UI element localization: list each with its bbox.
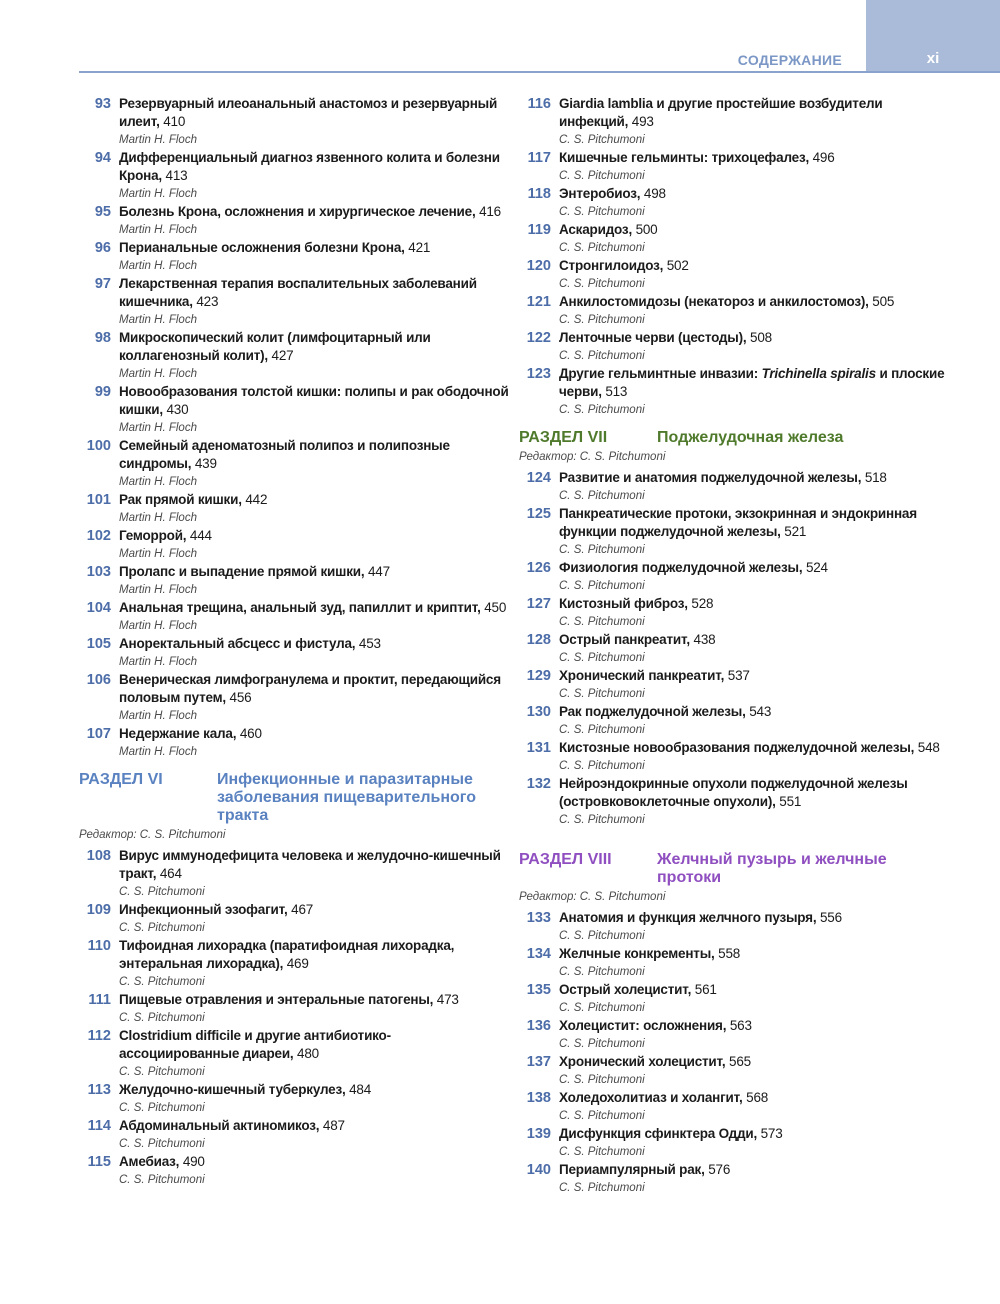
chapter-number: 122 bbox=[526, 330, 551, 346]
page-ref: 464 bbox=[159, 866, 182, 881]
chapter-title: Панкреатические протоки, экзокринная и эндокринная функции поджелудочной железы, 521 bbox=[559, 506, 917, 539]
chapter-number: 138 bbox=[526, 1090, 551, 1106]
page-ref: 430 bbox=[166, 402, 189, 417]
page-ref: 558 bbox=[718, 946, 741, 961]
section-viii-heading bbox=[519, 851, 949, 905]
page-ref: 551 bbox=[779, 794, 802, 809]
chapter-author: Martin H. Floch bbox=[119, 710, 197, 722]
chapter-list bbox=[79, 95, 509, 761]
chapter-entry[interactable] bbox=[79, 203, 509, 239]
chapter-number: 97 bbox=[94, 276, 111, 292]
chapter-entry[interactable] bbox=[519, 95, 949, 149]
chapter-title: Холедохолитиаз и холангит, 568 bbox=[559, 1090, 769, 1105]
chapter-entry[interactable] bbox=[79, 527, 509, 563]
chapter-author: C. S. Pitchumoni bbox=[119, 1012, 205, 1024]
page-ref: 502 bbox=[666, 258, 689, 273]
chapter-title: Хронический холецистит, 565 bbox=[559, 1054, 751, 1069]
chapter-author: Martin H. Floch bbox=[119, 512, 197, 524]
page-ref: 508 bbox=[750, 330, 772, 345]
chapter-entry[interactable] bbox=[79, 937, 509, 991]
page-ref: 528 bbox=[691, 596, 714, 611]
chapter-author: C. S. Pitchumoni bbox=[119, 922, 205, 934]
page-ref: 556 bbox=[819, 910, 842, 925]
page-ref: 410 bbox=[163, 114, 186, 129]
chapter-title: Энтеробиоз, 498 bbox=[559, 186, 666, 201]
chapter-entry[interactable] bbox=[79, 239, 509, 275]
chapter-number: 126 bbox=[526, 560, 551, 576]
chapter-entry[interactable] bbox=[519, 365, 949, 419]
chapter-number: 134 bbox=[526, 946, 551, 962]
chapter-number: 111 bbox=[88, 992, 111, 1008]
page-ref: 416 bbox=[479, 204, 501, 219]
chapter-entry[interactable] bbox=[519, 1017, 949, 1053]
chapter-title: Желчные конкременты, 558 bbox=[559, 946, 741, 961]
chapter-author: C. S. Pitchumoni bbox=[559, 206, 645, 218]
chapter-author: C. S. Pitchumoni bbox=[559, 760, 645, 772]
chapter-entry[interactable] bbox=[519, 909, 949, 945]
chapter-author: Martin H. Floch bbox=[119, 368, 197, 380]
page-ref: 480 bbox=[297, 1046, 319, 1061]
chapter-title: Дифференциальный диагноз язвенного колита и болезни Крона, 413 bbox=[119, 150, 500, 183]
chapter-title: Стронгилоидоз, 502 bbox=[559, 258, 689, 273]
chapter-author: C. S. Pitchumoni bbox=[559, 134, 645, 146]
chapter-entry[interactable] bbox=[79, 901, 509, 937]
chapter-entry[interactable] bbox=[519, 469, 949, 505]
section-editor: Редактор: C. S. Pitchumoni bbox=[519, 451, 666, 463]
page-ref: 524 bbox=[805, 560, 828, 575]
header-rule bbox=[79, 71, 1000, 73]
chapter-entry[interactable] bbox=[519, 981, 949, 1017]
right-column bbox=[519, 95, 949, 1197]
chapter-entry[interactable] bbox=[519, 945, 949, 981]
chapter-number: 116 bbox=[527, 96, 551, 112]
page-ref: 543 bbox=[749, 704, 772, 719]
chapter-number: 96 bbox=[94, 240, 111, 256]
chapter-title: Аноректальный абсцесс и фистула, 453 bbox=[119, 636, 381, 651]
chapter-entry[interactable] bbox=[519, 185, 949, 221]
chapter-number: 103 bbox=[86, 564, 111, 580]
chapter-entry[interactable] bbox=[79, 329, 509, 383]
chapter-title: Clostridium difficile и другие антибиотико-ассоциированные диареи, 480 bbox=[119, 1028, 391, 1061]
chapter-author: Martin H. Floch bbox=[119, 134, 197, 146]
chapter-title: Амебиаз, 490 bbox=[119, 1154, 205, 1169]
chapter-entry[interactable] bbox=[519, 775, 949, 829]
chapter-number: 94 bbox=[94, 150, 111, 166]
chapter-number: 99 bbox=[94, 384, 111, 400]
chapter-entry[interactable] bbox=[519, 595, 949, 631]
section-title: Поджелудочная железа bbox=[657, 429, 844, 446]
chapter-number: 128 bbox=[526, 632, 551, 648]
chapter-author: C. S. Pitchumoni bbox=[559, 688, 645, 700]
chapter-title: Анатомия и функция желчного пузыря, 556 bbox=[559, 910, 842, 925]
chapter-title: Вирус иммунодефицита человека и желудочно-кишечный тракт, 464 bbox=[119, 848, 501, 881]
chapter-author: Martin H. Floch bbox=[119, 422, 197, 434]
chapter-author: C. S. Pitchumoni bbox=[119, 1138, 205, 1150]
chapter-author: C. S. Pitchumoni bbox=[559, 278, 645, 290]
page-ref: 421 bbox=[408, 240, 431, 255]
chapter-title: Другие гельминтные инвазии: Trichinella spiralis и плоские черви, 513 bbox=[559, 366, 945, 399]
chapter-title: Болезнь Крона, осложнения и хирургическое лечение, 416 bbox=[119, 204, 501, 219]
chapter-number: 104 bbox=[86, 600, 111, 616]
chapter-title: Холецистит: осложнения, 563 bbox=[559, 1018, 752, 1033]
chapter-number: 107 bbox=[86, 726, 111, 742]
page-ref: 500 bbox=[635, 222, 658, 237]
chapter-author: C. S. Pitchumoni bbox=[559, 1110, 645, 1122]
chapter-number: 114 bbox=[87, 1118, 111, 1134]
chapter-number: 130 bbox=[526, 704, 551, 720]
chapter-title: Кистозный фиброз, 528 bbox=[559, 596, 714, 611]
page-ref: 561 bbox=[694, 982, 717, 997]
page-ref: 447 bbox=[367, 564, 390, 579]
chapter-list bbox=[79, 847, 509, 1189]
page-ref: 493 bbox=[631, 114, 654, 129]
chapter-title: Рак поджелудочной железы, 543 bbox=[559, 704, 772, 719]
chapter-entry[interactable] bbox=[519, 739, 949, 775]
chapter-title: Новообразования толстой кишки: полипы и рак ободочной кишки, 430 bbox=[119, 384, 509, 417]
chapter-number: 109 bbox=[86, 902, 111, 918]
chapter-entry[interactable] bbox=[519, 221, 949, 257]
chapter-title: Кишечные гельминты: трихоцефалез, 496 bbox=[559, 150, 835, 165]
chapter-number: 112 bbox=[87, 1028, 111, 1044]
chapter-number: 121 bbox=[526, 294, 551, 310]
chapter-entry[interactable] bbox=[79, 437, 509, 491]
chapter-author: Martin H. Floch bbox=[119, 656, 197, 668]
page-ref: 438 bbox=[693, 632, 716, 647]
page-ref: 473 bbox=[436, 992, 459, 1007]
chapter-author: C. S. Pitchumoni bbox=[559, 652, 645, 664]
section-label: РАЗДЕЛ VIII bbox=[519, 851, 612, 868]
page-ref: 573 bbox=[760, 1126, 783, 1141]
chapter-entry[interactable] bbox=[519, 257, 949, 293]
chapter-number: 93 bbox=[94, 96, 111, 112]
chapter-title: Ленточные черви (цестоды), 508 bbox=[559, 330, 772, 345]
chapter-author: Martin H. Floch bbox=[119, 584, 197, 596]
chapter-list bbox=[519, 469, 949, 829]
chapter-title: Анкилостомидозы (некатороз и анкилостомоз), 505 bbox=[559, 294, 895, 309]
page-ref: 467 bbox=[291, 902, 314, 917]
left-column bbox=[79, 95, 509, 1189]
page-ref: 442 bbox=[245, 492, 268, 507]
chapter-title: Недержание кала, 460 bbox=[119, 726, 262, 741]
chapter-number: 137 bbox=[526, 1054, 551, 1070]
page-ref: 505 bbox=[872, 294, 895, 309]
chapter-author: Martin H. Floch bbox=[119, 224, 197, 236]
chapter-number: 129 bbox=[526, 668, 551, 684]
chapter-title: Периампулярный рак, 576 bbox=[559, 1162, 731, 1177]
chapter-author: C. S. Pitchumoni bbox=[559, 1182, 645, 1194]
chapter-author: Martin H. Floch bbox=[119, 476, 197, 488]
page-ref: 484 bbox=[349, 1082, 372, 1097]
page-ref: 456 bbox=[229, 690, 252, 705]
chapter-entry[interactable] bbox=[79, 991, 509, 1027]
chapter-entry[interactable] bbox=[79, 725, 509, 761]
chapter-author: C. S. Pitchumoni bbox=[559, 242, 645, 254]
page-ref: 513 bbox=[605, 384, 628, 399]
chapter-number: 110 bbox=[87, 938, 111, 954]
chapter-entry[interactable] bbox=[79, 149, 509, 203]
chapter-author: C. S. Pitchumoni bbox=[559, 1002, 645, 1014]
chapter-title: Развитие и анатомия поджелудочной железы, 518 bbox=[559, 470, 887, 485]
chapter-number: 119 bbox=[527, 222, 551, 238]
chapter-title: Giardia lamblia и другие простейшие возбудители инфекций, 493 bbox=[559, 96, 883, 129]
chapter-title: Хронический панкреатит, 537 bbox=[559, 668, 750, 683]
chapter-number: 98 bbox=[94, 330, 111, 346]
chapter-author: Martin H. Floch bbox=[119, 314, 197, 326]
chapter-author: C. S. Pitchumoni bbox=[559, 350, 645, 362]
chapter-entry[interactable] bbox=[79, 95, 509, 149]
page-ref: 439 bbox=[194, 456, 217, 471]
chapter-title: Физиология поджелудочной железы, 524 bbox=[559, 560, 828, 575]
page-ref: 427 bbox=[271, 348, 294, 363]
chapter-entry[interactable] bbox=[79, 671, 509, 725]
page-ref: 521 bbox=[784, 524, 807, 539]
chapter-author: Martin H. Floch bbox=[119, 260, 197, 272]
chapter-number: 135 bbox=[526, 982, 551, 998]
chapter-title: Инфекционный эзофагит, 467 bbox=[119, 902, 314, 917]
chapter-number: 131 bbox=[526, 740, 551, 756]
chapter-entry[interactable] bbox=[79, 275, 509, 329]
page-ref: 498 bbox=[643, 186, 666, 201]
chapter-author: C. S. Pitchumoni bbox=[559, 616, 645, 628]
chapter-author: Martin H. Floch bbox=[119, 188, 197, 200]
page-ref: 469 bbox=[286, 956, 309, 971]
chapter-author: C. S. Pitchumoni bbox=[119, 886, 205, 898]
chapter-author: C. S. Pitchumoni bbox=[559, 1074, 645, 1086]
chapter-number: 120 bbox=[526, 258, 551, 274]
chapter-entry[interactable] bbox=[79, 847, 509, 901]
chapter-number: 101 bbox=[86, 492, 111, 508]
chapter-entry[interactable] bbox=[79, 599, 509, 635]
chapter-entry[interactable] bbox=[519, 329, 949, 365]
chapter-title: Тифоидная лихорадка (паратифоидная лихорадка, энтеральная лихорадка), 469 bbox=[119, 938, 455, 971]
chapter-number: 118 bbox=[527, 186, 551, 202]
section-editor: Редактор: C. S. Pitchumoni bbox=[79, 829, 226, 841]
chapter-title: Аскаридоз, 500 bbox=[559, 222, 658, 237]
chapter-author: C. S. Pitchumoni bbox=[559, 170, 645, 182]
chapter-entry[interactable] bbox=[79, 491, 509, 527]
page-ref: 576 bbox=[708, 1162, 731, 1177]
running-head: СОДЕРЖАНИЕ bbox=[737, 52, 842, 68]
section-title: Инфекционные и паразитарные заболевания пищеварительного тракта bbox=[217, 771, 476, 824]
page-ref: 565 bbox=[729, 1054, 751, 1069]
section-label: РАЗДЕЛ VI bbox=[79, 771, 163, 788]
chapter-author: Martin H. Floch bbox=[119, 620, 197, 632]
chapter-number: 140 bbox=[526, 1162, 551, 1178]
page-ref: 460 bbox=[239, 726, 262, 741]
page-number: xi bbox=[926, 50, 940, 67]
chapter-number: 102 bbox=[86, 528, 111, 544]
chapter-number: 105 bbox=[86, 636, 111, 652]
chapter-author: C. S. Pitchumoni bbox=[559, 490, 645, 502]
chapter-number: 113 bbox=[87, 1082, 111, 1098]
chapter-entry[interactable] bbox=[519, 293, 949, 329]
page-ref: 413 bbox=[165, 168, 188, 183]
chapter-author: C. S. Pitchumoni bbox=[119, 1102, 205, 1114]
chapter-number: 136 bbox=[526, 1018, 551, 1034]
chapter-author: C. S. Pitchumoni bbox=[119, 1174, 205, 1186]
chapter-title: Абдоминальный актиномикоз, 487 bbox=[119, 1118, 345, 1133]
chapter-author: C. S. Pitchumoni bbox=[559, 1038, 645, 1050]
section-vi-heading bbox=[79, 771, 509, 843]
chapter-author: C. S. Pitchumoni bbox=[119, 976, 205, 988]
chapter-entry[interactable] bbox=[79, 383, 509, 437]
chapter-number: 115 bbox=[87, 1154, 111, 1170]
chapter-number: 108 bbox=[86, 848, 111, 864]
chapter-title: Желудочно-кишечный туберкулез, 484 bbox=[119, 1082, 372, 1097]
section-vii-heading bbox=[519, 429, 949, 465]
chapter-entry[interactable] bbox=[519, 703, 949, 739]
chapter-author: C. S. Pitchumoni bbox=[559, 966, 645, 978]
chapter-title: Семейный аденоматозный полипоз и полипозные синдромы, 439 bbox=[119, 438, 450, 471]
page-ref: 453 bbox=[358, 636, 381, 651]
chapter-number: 106 bbox=[86, 672, 111, 688]
page-ref: 518 bbox=[864, 470, 887, 485]
chapter-number: 127 bbox=[526, 596, 551, 612]
italic-term: Trichinella spiralis bbox=[761, 366, 876, 381]
chapter-entry[interactable] bbox=[519, 149, 949, 185]
chapter-entry[interactable] bbox=[519, 667, 949, 703]
chapter-entry[interactable] bbox=[519, 1125, 949, 1161]
chapter-entry[interactable] bbox=[79, 1153, 509, 1189]
chapter-entry[interactable] bbox=[79, 1117, 509, 1153]
page-ref: 450 bbox=[484, 600, 507, 615]
chapter-entry[interactable] bbox=[519, 559, 949, 595]
chapter-number: 124 bbox=[526, 470, 551, 486]
chapter-author: C. S. Pitchumoni bbox=[119, 1066, 205, 1078]
chapter-entry[interactable] bbox=[519, 1089, 949, 1125]
chapter-number: 123 bbox=[526, 366, 551, 382]
chapter-author: C. S. Pitchumoni bbox=[559, 930, 645, 942]
chapter-title: Рак прямой кишки, 442 bbox=[119, 492, 268, 507]
chapter-entry[interactable] bbox=[519, 631, 949, 667]
chapter-author: C. S. Pitchumoni bbox=[559, 404, 645, 416]
chapter-title: Острый панкреатит, 438 bbox=[559, 632, 716, 647]
section-editor: Редактор: C. S. Pitchumoni bbox=[519, 891, 666, 903]
page-number-tab bbox=[866, 0, 1000, 72]
page-ref: 423 bbox=[196, 294, 219, 309]
chapter-entry[interactable] bbox=[79, 1081, 509, 1117]
page-ref: 537 bbox=[727, 668, 750, 683]
chapter-title: Кистозные новообразования поджелудочной железы, 548 bbox=[559, 740, 940, 755]
chapter-title: Резервуарный илеоанальный анастомоз и резервуарный илеит, 410 bbox=[119, 96, 498, 129]
chapter-author: C. S. Pitchumoni bbox=[559, 544, 645, 556]
chapter-number: 100 bbox=[86, 438, 111, 454]
section-label: РАЗДЕЛ VII bbox=[519, 429, 608, 446]
chapter-author: Martin H. Floch bbox=[119, 548, 197, 560]
chapter-list bbox=[519, 95, 949, 365]
chapter-author: C. S. Pitchumoni bbox=[559, 814, 645, 826]
chapter-number: 95 bbox=[94, 204, 111, 220]
page-ref: 490 bbox=[182, 1154, 205, 1169]
chapter-entry[interactable] bbox=[519, 505, 949, 559]
chapter-author: C. S. Pitchumoni bbox=[559, 314, 645, 326]
page-ref: 568 bbox=[746, 1090, 769, 1105]
chapter-entry[interactable] bbox=[519, 1161, 949, 1197]
chapter-entry[interactable] bbox=[79, 635, 509, 671]
page-ref: 548 bbox=[917, 740, 940, 755]
chapter-author: Martin H. Floch bbox=[119, 746, 197, 758]
section-title: Желчный пузырь и желчные протоки bbox=[657, 851, 887, 886]
chapter-title: Перианальные осложнения болезни Крона, 421 bbox=[119, 240, 431, 255]
chapter-title: Дисфункция сфинктера Одди, 573 bbox=[559, 1126, 783, 1141]
chapter-author: C. S. Pitchumoni bbox=[559, 580, 645, 592]
chapter-title: Лекарственная терапия воспалительных заболеваний кишечника, 423 bbox=[119, 276, 477, 309]
chapter-entry[interactable] bbox=[79, 1027, 509, 1081]
chapter-entry[interactable] bbox=[519, 1053, 949, 1089]
chapter-number: 125 bbox=[526, 506, 551, 522]
chapter-title: Микроскопический колит (лимфоцитарный или коллагенозный колит), 427 bbox=[119, 330, 431, 363]
chapter-author: C. S. Pitchumoni bbox=[559, 1146, 645, 1158]
chapter-title: Венерическая лимфогранулема и проктит, передающийся половым путем, 456 bbox=[119, 672, 501, 705]
chapter-title: Острый холецистит, 561 bbox=[559, 982, 717, 997]
chapter-title: Геморрой, 444 bbox=[119, 528, 212, 543]
page-ref: 444 bbox=[189, 528, 212, 543]
chapter-author: C. S. Pitchumoni bbox=[559, 724, 645, 736]
chapter-title: Пищевые отравления и энтеральные патогены, 473 bbox=[119, 992, 459, 1007]
page-ref: 496 bbox=[812, 150, 835, 165]
chapter-number: 133 bbox=[526, 910, 551, 926]
chapter-number: 132 bbox=[526, 776, 551, 792]
chapter-title: Пролапс и выпадение прямой кишки, 447 bbox=[119, 564, 390, 579]
chapter-title: Нейроэндокринные опухоли поджелудочной железы (островковоклеточные опухоли), 551 bbox=[559, 776, 908, 809]
chapter-number: 117 bbox=[527, 150, 551, 166]
chapter-entry[interactable] bbox=[79, 563, 509, 599]
chapter-list bbox=[519, 909, 949, 1197]
page-ref: 487 bbox=[322, 1118, 345, 1133]
chapter-number: 139 bbox=[526, 1126, 551, 1142]
page-ref: 563 bbox=[729, 1018, 752, 1033]
chapter-title: Анальная трещина, анальный зуд, папиллит и криптит, 450 bbox=[119, 600, 507, 615]
